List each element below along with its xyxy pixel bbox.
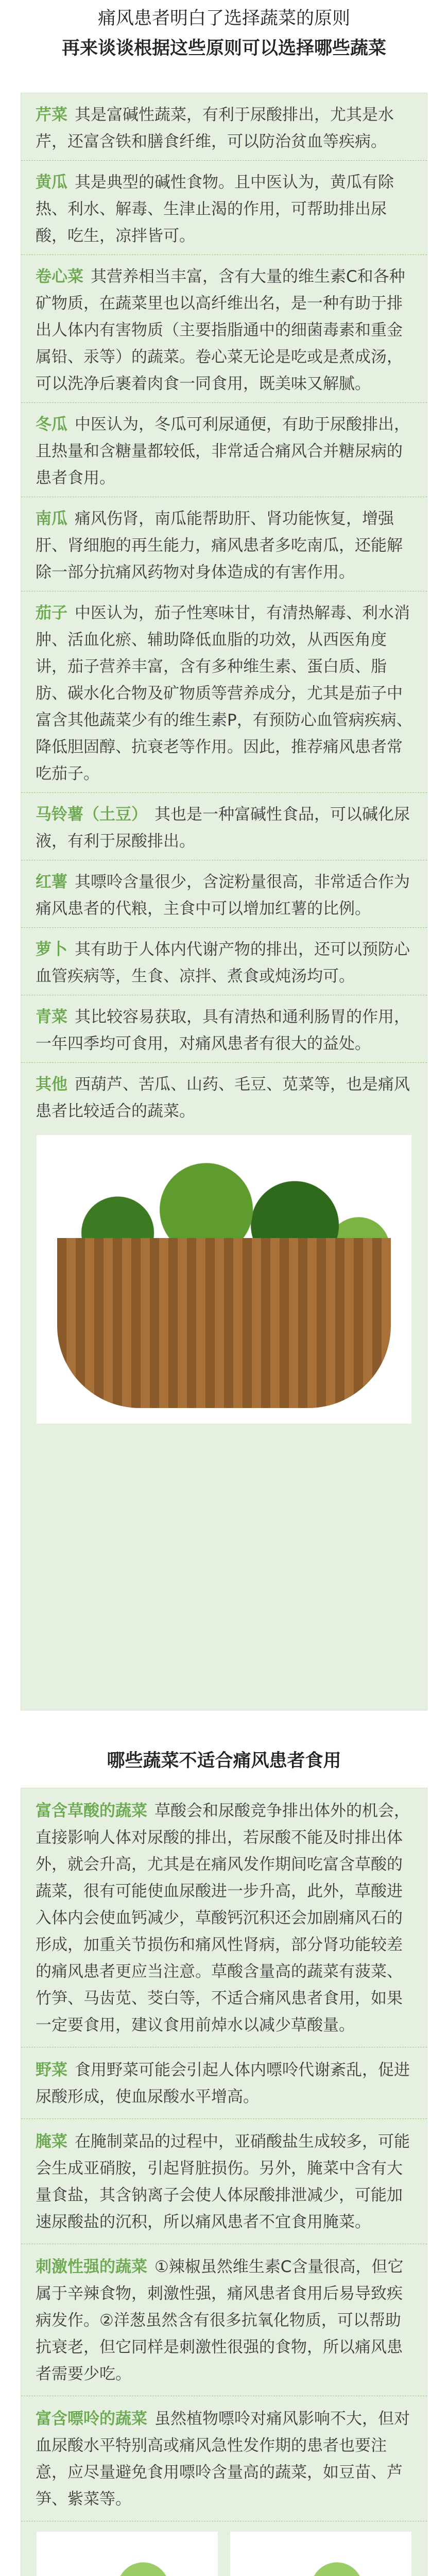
suitable-item <box>21 928 427 995</box>
suitable-item-name: 南瓜 <box>36 510 67 528</box>
intro-line-1: 痛风患者明白了选择蔬菜的原则 <box>97 8 350 29</box>
unsuitable-item <box>21 2119 427 2244</box>
suitable-vegetables-panel <box>21 93 427 1710</box>
suitable-item-name: 冬瓜 <box>36 415 67 434</box>
suitable-item <box>21 403 427 497</box>
sprout-icon <box>240 2542 401 2576</box>
suitable-item-name: 其他 <box>36 1075 67 1094</box>
suitable-item <box>21 93 427 161</box>
suitable-item-text: 痛风伤肾，南瓜能帮助肝、肾功能恢复，增强肝、肾细胞的再生能力，痛风患者多吃南瓜，还能解除一部分抗痛风药物对身体造成的有害作用。 <box>36 510 403 582</box>
suitable-item-name: 卷心菜 <box>36 267 83 286</box>
vegetable-basket-photo <box>37 1135 411 1423</box>
unsuitable-item-name: 富含嘌呤的蔬菜 <box>36 2410 147 2428</box>
unsuitable-item-text: 虽然植物嘌呤对痛风影响不大，但对血尿酸水平特别高或痛风急性发作期的患者也要注意，应尽量避免食用嘌呤含量高的蔬菜，如豆苗、芦笋、紫菜等。 <box>36 2410 410 2509</box>
suitable-item-text: 其有助于人体内代谢产物的排出，还可以预防心血管疾病等，生食、凉拌、煮食或炖汤均可。 <box>36 940 410 986</box>
suitable-item <box>21 995 427 1063</box>
suitable-item-text: 其也是一种富碱性食品，可以碱化尿液，有利于尿酸排出。 <box>36 805 410 851</box>
suitable-item-text: 中医认为，冬瓜可利尿通便，有助于尿酸排出，且热量和含糖量都较低，非常适合痛风合并糖尿病的患者食用。 <box>36 415 410 487</box>
basket-icon <box>57 1238 391 1408</box>
sprouts-photos <box>21 2521 427 2576</box>
suitable-item-name: 芹菜 <box>36 106 67 124</box>
suitable-item-text: 其是富碱性蔬菜，有利于尿酸排出，尤其是水芹，还富含铁和膳食纤维，可以防治贫血等疾病。 <box>36 106 394 151</box>
unsuitable-item-text: ①辣椒虽然维生素C含量很高，但它属于辛辣食物，刺激性强，痛风患者食用后易导致疾病发作。②洋葱虽然含有很多抗氧化物质，可以帮助抗衰老，但它同样是刺激性很强的食物，所以痛风患者需要少吃。 <box>36 2258 404 2383</box>
suitable-item-text: 中医认为，茄子性寒味甘，有清热解毒、利水消肿、活血化瘀、辅助降低血脂的功效，从西医角度讲，茄子营养丰富，含有多种维生素、蛋白质、脂肪、碳水化合物及矿物质等营养成分，尤其是茄子中富含其他蔬菜少有的维生素P，有预防心血管病疾病、降低胆固醇、抗衰老等作用。因此，推荐痛风患者常吃茄子。 <box>36 604 412 783</box>
suitable-item-name: 萝卜 <box>36 940 67 959</box>
unsuitable-item <box>21 2396 427 2521</box>
unsuitable-item-text: 食用野菜可能会引起人体内嘌呤代谢紊乱，促进尿酸形成，使血尿酸水平增高。 <box>36 2061 410 2106</box>
suitable-item-name: 黄瓜 <box>36 173 67 192</box>
unsuitable-title: 哪些蔬菜不适合痛风患者食用 <box>107 1751 341 1771</box>
unsuitable-item-name: 富含草酸的蔬菜 <box>36 1802 147 1820</box>
unsuitable-item-name: 野菜 <box>36 2061 67 2079</box>
suitable-item <box>21 591 427 793</box>
unsuitable-item-text: 草酸会和尿酸竞争排出体外的机会，直接影响人体对尿酸的排出，若尿酸不能及时排出体外，就会升高，尤其是在痛风发作期间吃富含草酸的蔬菜，很有可能使血尿酸进一步升高，此外，草酸进入体内会使血钙减少，草酸钙沉积还会加剧痛风石的形成，加重关节损伤和痛风性肾病，部分肾功能较差的痛风患者更应当注意。草酸含量高的蔬菜有菠菜、竹笋、马齿苋、茭白等，不适合痛风患者食用，如果一定要食用，建议食用前焯水以减少草酸量。 <box>36 1802 410 2035</box>
suitable-item-name: 马铃薯（土豆） <box>36 805 147 824</box>
unsuitable-item <box>21 2244 427 2396</box>
unsuitable-item <box>21 2047 427 2119</box>
suitable-item-text: 西葫芦、苦瓜、山药、毛豆、苋菜等，也是痛风患者比较适合的蔬菜。 <box>36 1075 410 1121</box>
suitable-item <box>21 161 427 255</box>
sprouts-photo-right <box>230 2532 411 2576</box>
suitable-item-text: 其是典型的碱性食物。且中医认为，黄瓜有除热、利水、解毒、生津止渴的作用，可帮助排出尿酸，吃生，凉拌皆可。 <box>36 173 394 245</box>
suitable-item-text: 其嘌呤含量很少，含淀粉量很高，非常适合作为痛风患者的代粮，主食中可以增加红薯的比例。 <box>36 873 410 918</box>
unsuitable-vegetables-panel <box>21 1788 427 2576</box>
intro <box>0 4 448 64</box>
suitable-item-name: 红薯 <box>36 873 67 891</box>
unsuitable-item-name: 刺激性强的蔬菜 <box>36 2258 147 2276</box>
suitable-item-name: 茄子 <box>36 604 67 622</box>
suitable-item <box>21 860 427 928</box>
suitable-item <box>21 255 427 403</box>
sprouts-photo-left <box>37 2532 218 2576</box>
suitable-item-name: 青菜 <box>36 1008 67 1026</box>
suitable-item <box>21 793 427 860</box>
suitable-item <box>21 497 427 591</box>
suitable-item <box>21 1063 427 1130</box>
intro-line-2: 再来谈谈根据这些原则可以选择哪些蔬菜 <box>61 38 386 59</box>
unsuitable-item-name: 腌菜 <box>36 2132 67 2151</box>
unsuitable-item-text: 在腌制菜品的过程中，亚硝酸盐生成较多，可能会生成亚硝胺，引起肾脏损伤。另外，腌菜中含有大量食盐，其含钠离子会使人体尿酸排泄减少，可能加速尿酸盐的沉积，所以痛风患者不宜食用腌菜。 <box>36 2132 410 2231</box>
suitable-item-text: 其营养相当丰富，含有大量的维生素C和各种矿物质，在蔬菜里也以高纤维出名，是一种有助于排出人体内有害物质（主要指脂通中的细菌毒素和重金属铅、汞等）的蔬菜。卷心菜无论是吃或是煮成汤，可以洗净后裹着肉食一同食用，既美味又解腻。 <box>36 267 405 393</box>
suitable-item-text: 其比较容易获取，具有清热和通利肠胃的作用，一年四季均可食用，对痛风患者有很大的益处。 <box>36 1008 410 1053</box>
unsuitable-item <box>21 1788 427 2047</box>
sprout-icon <box>47 2542 208 2576</box>
